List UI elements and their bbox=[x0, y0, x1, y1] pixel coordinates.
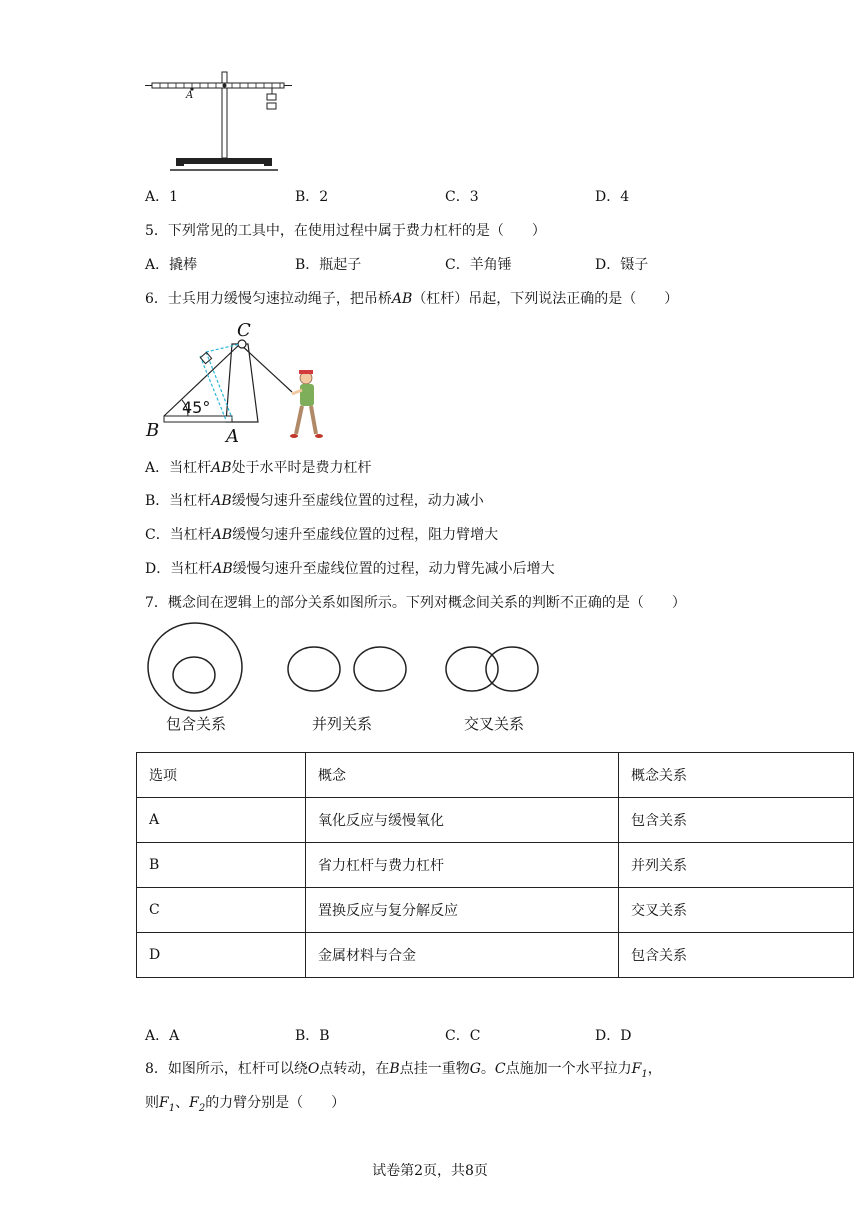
q8-var: O bbox=[307, 1061, 320, 1077]
q6-option-d-post: 缓慢匀速升至虚线位置的过程，动力臂先减小后增大 bbox=[232, 561, 555, 577]
q6-option-c[interactable] bbox=[145, 524, 498, 544]
q7-option-c[interactable]: C．C bbox=[445, 1028, 481, 1044]
q4-options bbox=[145, 186, 765, 206]
q6-stem-var: AB bbox=[391, 291, 413, 307]
table-cell: 包含关系 bbox=[619, 933, 854, 978]
q8-text: 8．如图所示，杠杆可以绕 bbox=[145, 1061, 308, 1077]
venn-diagrams bbox=[140, 622, 560, 714]
drawbridge-label-b: B bbox=[146, 420, 160, 441]
q8-var: F bbox=[159, 1095, 169, 1111]
q6-option-a[interactable] bbox=[145, 457, 372, 477]
q8-var: C bbox=[494, 1061, 506, 1077]
table-cell: C bbox=[137, 888, 306, 933]
drawbridge-label-a: A bbox=[226, 426, 239, 447]
q8-text: ， bbox=[647, 1061, 662, 1077]
venn-label-intersection: 交叉关系 bbox=[464, 715, 525, 733]
q7-option-a[interactable]: A．A bbox=[145, 1028, 180, 1044]
table-row bbox=[137, 843, 854, 888]
table-header-row bbox=[137, 753, 854, 798]
q8-var: F bbox=[631, 1061, 642, 1077]
q6-option-c-var: AB bbox=[211, 527, 233, 543]
q8-var: F bbox=[189, 1095, 199, 1111]
lever-balance-figure bbox=[140, 68, 300, 178]
table-cell: A bbox=[137, 798, 306, 843]
q8-stem-line-1 bbox=[145, 1058, 662, 1080]
q4-option-b[interactable]: B．2 bbox=[295, 189, 329, 205]
q6-stem-text-1: 6．士兵用力缓慢匀速拉动绳子，把吊桥 bbox=[145, 291, 392, 307]
q6-option-b-post: 缓慢匀速升至虚线位置的过程，动力减小 bbox=[231, 493, 484, 509]
q5-stem: 5．下列常见的工具中，在使用过程中属于费力杠杆的是（ ） bbox=[145, 223, 546, 239]
table-row bbox=[137, 888, 854, 933]
q7-stem: 7．概念间在逻辑上的部分关系如图所示。下列对概念间关系的判断不正确的是（ ） bbox=[145, 595, 686, 611]
q5-option-d[interactable]: D．镊子 bbox=[595, 257, 649, 273]
q6-stem bbox=[145, 288, 678, 308]
q8-text: 则 bbox=[145, 1095, 159, 1111]
table-cell: 金属材料与合金 bbox=[306, 933, 619, 978]
q5-option-c[interactable]: C．羊角锤 bbox=[445, 257, 512, 273]
table-cell: 交叉关系 bbox=[619, 888, 854, 933]
q8-stem-line-2 bbox=[145, 1092, 345, 1114]
table-cell: 包含关系 bbox=[619, 798, 854, 843]
q8-var: G bbox=[469, 1061, 481, 1077]
q6-option-a-pre: A．当杠杆 bbox=[145, 460, 212, 476]
q8-text: 点施加一个水平拉力 bbox=[505, 1061, 632, 1077]
table-header: 概念关系 bbox=[619, 753, 854, 798]
table-header: 概念 bbox=[306, 753, 619, 798]
table-cell: 并列关系 bbox=[619, 843, 854, 888]
venn-label-inclusion: 包含关系 bbox=[166, 715, 227, 733]
q8-subscript: 1 bbox=[168, 1102, 176, 1114]
q6-option-d-pre: D．当杠杆 bbox=[145, 561, 213, 577]
table-header: 选项 bbox=[137, 753, 306, 798]
q8-text: 点转动，在 bbox=[319, 1061, 390, 1077]
q6-option-b[interactable] bbox=[145, 490, 484, 510]
q5-option-b[interactable]: B．瓶起子 bbox=[295, 257, 362, 273]
q6-option-b-var: AB bbox=[211, 493, 232, 509]
q4-option-a[interactable]: A．1 bbox=[145, 189, 179, 205]
table-row bbox=[137, 798, 854, 843]
q6-option-b-pre: B．当杠杆 bbox=[145, 493, 212, 509]
q6-option-d-var: AB bbox=[212, 561, 233, 577]
soldier-icon bbox=[290, 370, 323, 438]
drawbridge-label-c: C bbox=[237, 320, 251, 341]
q7-option-b[interactable]: B．B bbox=[295, 1028, 330, 1044]
table-cell: 氧化反应与缓慢氧化 bbox=[306, 798, 619, 843]
q8-subscript: 1 bbox=[641, 1068, 648, 1080]
q8-text: 。 bbox=[480, 1061, 495, 1077]
q6-option-a-post: 处于水平时是费力杠杆 bbox=[231, 460, 372, 476]
concept-table bbox=[136, 752, 854, 978]
q8-text: 点挂一重物 bbox=[399, 1061, 470, 1077]
drawbridge-angle: 45° bbox=[182, 398, 211, 417]
q8-text: 、 bbox=[175, 1095, 190, 1111]
q8-text: 的力臂分别是（ ） bbox=[205, 1095, 346, 1111]
q5-option-a[interactable]: A．撬棒 bbox=[145, 257, 198, 273]
q8-subscript: 2 bbox=[198, 1102, 206, 1114]
venn-label-parallel: 并列关系 bbox=[312, 715, 373, 733]
table-cell: 置换反应与复分解反应 bbox=[306, 888, 619, 933]
q7-option-d[interactable]: D．D bbox=[595, 1028, 632, 1044]
table-row bbox=[137, 933, 854, 978]
q5-options bbox=[145, 254, 765, 274]
q7-options bbox=[145, 1025, 765, 1045]
q4-option-c[interactable]: C．3 bbox=[445, 189, 479, 205]
figure-label-a: A bbox=[186, 90, 194, 101]
table-cell: 省力杠杆与费力杠杆 bbox=[306, 843, 619, 888]
q6-option-c-pre: C．当杠杆 bbox=[145, 527, 212, 543]
table-cell: D bbox=[137, 933, 306, 978]
table-cell: B bbox=[137, 843, 306, 888]
q6-option-c-post: 缓慢匀速升至虚线位置的过程，阻力臂增大 bbox=[232, 527, 499, 543]
q6-option-a-var: AB bbox=[211, 460, 232, 476]
q4-option-d[interactable]: D．4 bbox=[595, 189, 630, 205]
q6-stem-text-2: （杠杆）吊起，下列说法正确的是（ ） bbox=[412, 291, 679, 307]
q6-option-d[interactable] bbox=[145, 558, 555, 578]
q8-var: B bbox=[389, 1061, 400, 1077]
page-footer: 试卷第2页，共8页 bbox=[372, 1163, 488, 1179]
